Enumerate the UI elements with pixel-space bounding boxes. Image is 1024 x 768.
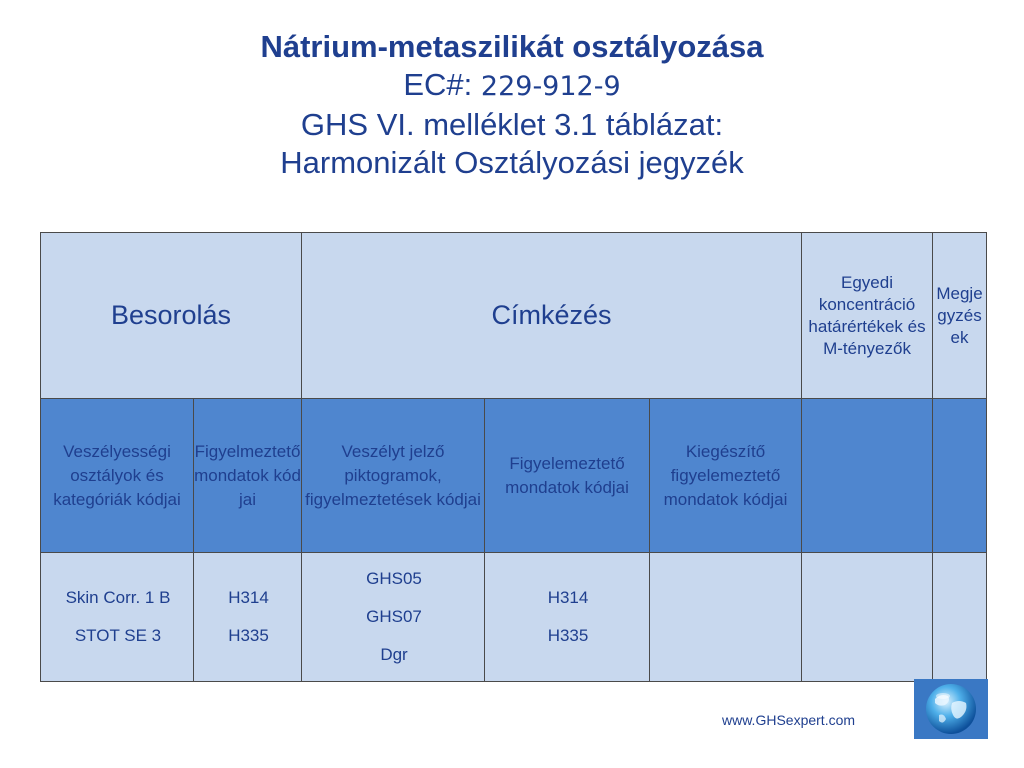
data-pictograms <box>302 553 485 682</box>
data-item: H314 <box>547 588 589 607</box>
data-item: H335 <box>228 626 269 645</box>
subtitle-line1: GHS VI. melléklet 3.1 táblázat: <box>300 107 724 142</box>
table-header-row <box>41 233 987 399</box>
data-item: GHS05 <box>366 569 422 588</box>
globe-icon <box>914 679 988 739</box>
subheader-warning-statements: Figyelmeztető mondatok kódjai <box>194 399 302 553</box>
ec-number-line <box>0 66 1024 106</box>
subheader-empty-1 <box>802 399 933 553</box>
header-cimkezes: Címkézés <box>302 233 802 399</box>
data-concentration-limits <box>802 553 933 682</box>
page-title: Nátrium-metaszilikát osztályozása <box>260 29 764 64</box>
subheader-pictograms: Veszélyt jelző piktogramok, figyelmeztetések kódjai <box>302 399 485 553</box>
subheader-hazard-classes: Veszélyességi osztályok és kategóriák kódjai <box>41 399 194 553</box>
ec-label: EC#: <box>403 67 473 102</box>
data-item: H335 <box>547 626 589 645</box>
header-megjegyzesek: Megjegyzések <box>933 233 987 399</box>
table-subheader-row <box>41 399 987 553</box>
data-item: Skin Corr. 1 B <box>65 588 171 607</box>
subheader-hazard-statements: Figyelemeztető mondatok kódjai <box>485 399 650 553</box>
header-besorolas: Besorolás <box>41 233 302 399</box>
data-notes <box>933 553 987 682</box>
ec-value: 229-912-9 <box>480 71 621 102</box>
subheader-supplementary: Kiegészítő figyelemeztető mondatok kódjai <box>650 399 802 553</box>
classification-table <box>40 232 987 682</box>
data-item: GHS07 <box>366 607 422 626</box>
header-egyedi: Egyedi koncentráció határértékek és M-tényezők <box>802 233 933 399</box>
table-row <box>41 553 987 682</box>
data-supplementary <box>650 553 802 682</box>
data-item: H314 <box>228 588 269 607</box>
subheader-empty-2 <box>933 399 987 553</box>
data-hazard-classes <box>41 553 194 682</box>
title-block <box>0 28 1024 182</box>
data-hazard-statements <box>485 553 650 682</box>
subtitle-line2: Harmonizált Osztályozási jegyzék <box>280 145 744 180</box>
data-item: Dgr <box>380 645 408 664</box>
footer-link[interactable]: www.GHSexpert.com <box>722 712 856 728</box>
data-item: STOT SE 3 <box>74 626 162 645</box>
data-warning-statements <box>194 553 302 682</box>
